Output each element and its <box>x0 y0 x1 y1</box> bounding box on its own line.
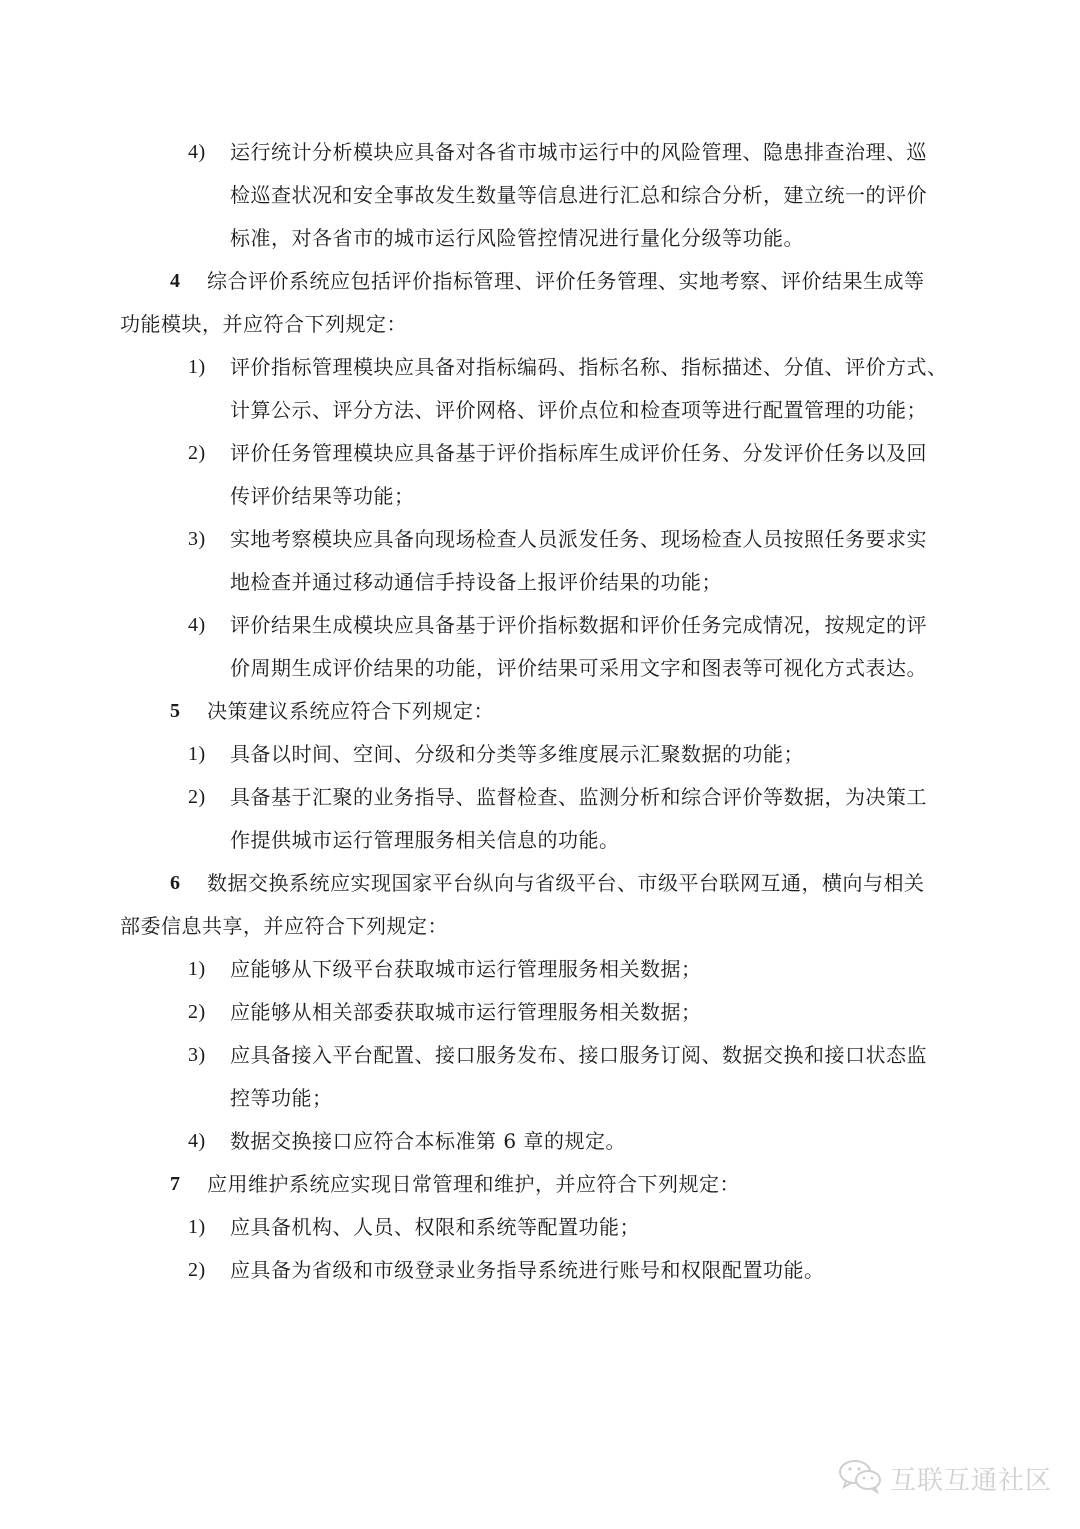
list-number: 1) <box>188 1216 206 1238</box>
paragraph-line: 检巡查状况和安全事故发生数量等信息进行汇总和综合分析，建立统一的评价 <box>230 183 927 207</box>
paragraph-line: 应能够从下级平台获取城市运行管理服务相关数据； <box>230 957 702 981</box>
list-number: 1) <box>188 356 206 378</box>
list-number: 4) <box>188 141 206 163</box>
list-number: 3) <box>188 1044 206 1066</box>
list-number: 2) <box>188 442 206 464</box>
clause-line: 数据交换系统应实现国家平台纵向与省级平台、市级平台联网互通，横向与相关 <box>207 871 925 895</box>
watermark <box>838 1458 1052 1498</box>
paragraph-line: 数据交换接口应符合本标准第 6 章的规定。 <box>230 1129 626 1153</box>
list-number: 1) <box>188 743 206 765</box>
paragraph-line: 应具备机构、人员、权限和系统等配置功能； <box>230 1215 640 1239</box>
list-number: 2) <box>188 786 206 808</box>
paragraph-line: 地检查并通过移动通信手持设备上报评价结果的功能； <box>230 570 722 594</box>
clause-number: 7 <box>170 1173 181 1195</box>
clause-line: 部委信息共享，并应符合下列规定： <box>120 914 448 938</box>
clause-number: 5 <box>170 700 181 722</box>
paragraph-line: 控等功能； <box>230 1086 333 1110</box>
clause-line: 应用维护系统应实现日常管理和维护，并应符合下列规定： <box>207 1172 740 1196</box>
clause-number: 6 <box>170 872 181 894</box>
clause-number: 4 <box>170 270 181 292</box>
paragraph-line: 传评价结果等功能； <box>230 484 415 508</box>
paragraph-line: 标准，对各省市的城市运行风险管控情况进行量化分级等功能。 <box>230 226 804 250</box>
paragraph-line: 应能够从相关部委获取城市运行管理服务相关数据； <box>230 1000 702 1024</box>
paragraph-line: 评价任务管理模块应具备基于评价指标库生成评价任务、分发评价任务以及回 <box>230 441 927 465</box>
list-number: 4) <box>188 1130 206 1152</box>
clause-line: 功能模块，并应符合下列规定： <box>120 312 407 336</box>
wechat-icon <box>838 1458 882 1498</box>
paragraph-line: 运行统计分析模块应具备对各省市城市运行中的风险管理、隐患排查治理、巡 <box>230 140 927 164</box>
list-number: 1) <box>188 958 206 980</box>
clause-line: 决策建议系统应符合下列规定： <box>207 699 494 723</box>
paragraph-line: 应具备接入平台配置、接口服务发布、接口服务订阅、数据交换和接口状态监 <box>230 1043 927 1067</box>
list-number: 4) <box>188 614 206 636</box>
paragraph-line: 具备以时间、空间、分级和分类等多维度展示汇聚数据的功能； <box>230 742 804 766</box>
watermark-text: 互联互通社区 <box>890 1465 1053 1496</box>
paragraph-line: 评价指标管理模块应具备对指标编码、指标名称、指标描述、分值、评价方式、 <box>230 355 948 379</box>
paragraph-line: 应具备为省级和市级登录业务指导系统进行账号和权限配置功能。 <box>230 1258 825 1282</box>
paragraph-line: 具备基于汇聚的业务指导、监督检查、监测分析和综合评价等数据，为决策工 <box>230 785 927 809</box>
paragraph-line: 价周期生成评价结果的功能，评价结果可采用文字和图表等可视化方式表达。 <box>230 656 927 680</box>
paragraph-line: 评价结果生成模块应具备基于评价指标数据和评价任务完成情况，按规定的评 <box>230 613 927 637</box>
paragraph-line: 实地考察模块应具备向现场检查人员派发任务、现场检查人员按照任务要求实 <box>230 527 927 551</box>
paragraph-line: 作提供城市运行管理服务相关信息的功能。 <box>230 828 620 852</box>
paragraph-line: 计算公示、评分方法、评价网格、评价点位和检查项等进行配置管理的功能； <box>230 398 927 422</box>
list-number: 3) <box>188 528 206 550</box>
list-number: 2) <box>188 1259 206 1281</box>
list-number: 2) <box>188 1001 206 1023</box>
clause-line: 综合评价系统应包括评价指标管理、评价任务管理、实地考察、评价结果生成等 <box>207 269 925 293</box>
